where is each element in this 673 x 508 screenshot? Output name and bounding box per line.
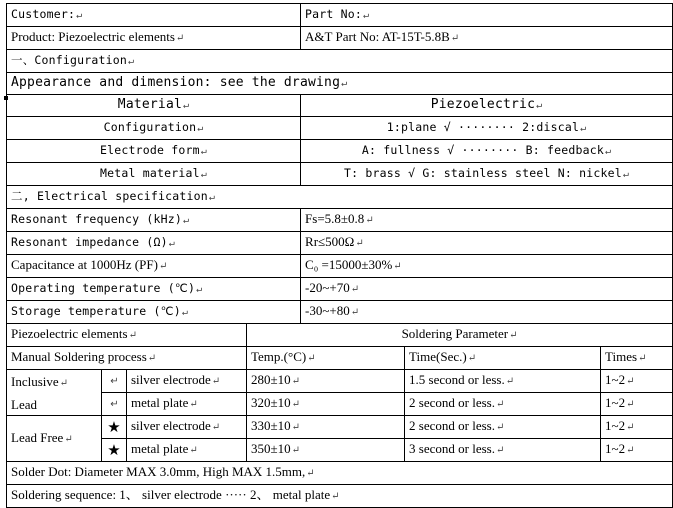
at-part-no-cell: A&T Part No: AT-15T-5.8B↵ xyxy=(301,27,673,50)
config-row xyxy=(7,117,673,140)
spec-row xyxy=(7,278,673,301)
material-cell: silver electrode↵ xyxy=(127,370,247,393)
spec-value: -30~+80↵ xyxy=(301,301,673,324)
electrode-value: A: fullness √ ········ B: feedback↵ xyxy=(301,140,673,163)
spec-value: -20~+70↵ xyxy=(301,278,673,301)
spec-label: Resonant frequency (kHz)↵ xyxy=(7,209,301,232)
electrical-title-row xyxy=(7,186,673,209)
empty-marker-cell: ↵ xyxy=(102,370,127,393)
parameter-header: Soldering Parameter↵ xyxy=(247,324,673,347)
product-row xyxy=(7,27,673,50)
col-temp-header: Temp.(°C)↵ xyxy=(247,347,405,370)
material-cell: silver electrode↵ xyxy=(127,416,247,439)
spec-value: Fs=5.8±0.8↵ xyxy=(301,209,673,232)
configuration-title: 一、Configuration↵ xyxy=(7,50,673,73)
appearance-cell: Appearance and dimension: see the drawing↵ xyxy=(7,73,673,95)
part-no-label: Part No: xyxy=(305,7,363,21)
time-cell: 3 second or less.↵ xyxy=(405,439,601,462)
config-value: 1:plane √ ········ 2:discal↵ xyxy=(301,117,673,140)
inclusive-lead-label: Inclusive↵ Lead xyxy=(7,370,102,416)
material-label: Material↵ xyxy=(7,95,301,117)
electrode-label: Electrode form↵ xyxy=(7,140,301,163)
solder-dot-row xyxy=(7,462,673,485)
customer-cell: Customer:↵ xyxy=(7,4,301,27)
empty-marker-cell: ↵ xyxy=(102,393,127,416)
config-label: Configuration↵ xyxy=(7,117,301,140)
times-cell: 1~2↵ xyxy=(601,370,673,393)
temp-cell: 320±10↵ xyxy=(247,393,405,416)
electrode-row xyxy=(7,140,673,163)
soldering-row xyxy=(7,439,673,462)
sequence-cell: Soldering sequence: 1、 silver electrode ····· 2、 metal plate↵ xyxy=(7,485,673,508)
material-value: Piezoelectric↵ xyxy=(301,95,673,117)
time-cell: 1.5 second or less.↵ xyxy=(405,370,601,393)
customer-label: Customer: xyxy=(11,7,76,21)
spec-label: Storage temperature (℃)↵ xyxy=(7,301,301,324)
product-cell: Product: Piezoelectric elements↵ xyxy=(7,27,301,50)
temp-cell: 330±10↵ xyxy=(247,416,405,439)
solder-dot-cell: Solder Dot: Diameter MAX 3.0mm, High MAX 1.5mm,↵ xyxy=(7,462,673,485)
product-label: Product: Piezoelectric elements xyxy=(11,29,175,44)
spec-label: Capacitance at 1000Hz (PF)↵ xyxy=(7,255,301,278)
soldering-header-row xyxy=(7,324,673,347)
configuration-title-row xyxy=(7,50,673,73)
soldering-row xyxy=(7,370,673,393)
spec-value: C₀ =15000±30%↵ xyxy=(301,255,673,278)
col-time-header: Time(Sec.)↵ xyxy=(405,347,601,370)
metal-label: Metal material↵ xyxy=(7,163,301,186)
spec-row xyxy=(7,255,673,278)
times-cell: 1~2↵ xyxy=(601,393,673,416)
soldering-columns-row xyxy=(7,347,673,370)
star-icon: ★ xyxy=(102,416,127,439)
time-cell: 2 second or less.↵ xyxy=(405,416,601,439)
elements-label: Piezoelectric elements↵ xyxy=(7,324,247,347)
temp-cell: 350±10↵ xyxy=(247,439,405,462)
time-cell: 2 second or less.↵ xyxy=(405,393,601,416)
appearance-row xyxy=(7,73,673,95)
times-cell: 1~2↵ xyxy=(601,416,673,439)
spec-row xyxy=(7,301,673,324)
material-cell: metal plate↵ xyxy=(127,439,247,462)
spec-value: Rr≤500Ω↵ xyxy=(301,232,673,255)
metal-row xyxy=(7,163,673,186)
material-cell: metal plate↵ xyxy=(127,393,247,416)
lead-free-label: Lead Free↵ xyxy=(7,416,102,462)
customer-row xyxy=(7,4,673,27)
electrical-title: 二, Electrical specification↵ xyxy=(7,186,673,209)
spec-label: Resonant impedance (Ω)↵ xyxy=(7,232,301,255)
col-times-header: Times↵ xyxy=(601,347,673,370)
soldering-row xyxy=(7,416,673,439)
times-cell: 1~2↵ xyxy=(601,439,673,462)
spec-row xyxy=(7,209,673,232)
part-no-cell: Part No:↵ xyxy=(301,4,673,27)
material-row xyxy=(7,95,673,117)
spec-label: Operating temperature (℃)↵ xyxy=(7,278,301,301)
sequence-row xyxy=(7,485,673,508)
temp-cell: 280±10↵ xyxy=(247,370,405,393)
metal-value: T: brass √ G: stainless steel N: nickel↵ xyxy=(301,163,673,186)
manual-label: Manual Soldering process↵ xyxy=(7,347,247,370)
spec-row xyxy=(7,232,673,255)
at-part-no-label: A&T Part No: AT-15T-5.8B xyxy=(305,29,450,44)
soldering-row xyxy=(7,393,673,416)
spec-table xyxy=(6,3,673,508)
star-icon: ★ xyxy=(102,439,127,462)
